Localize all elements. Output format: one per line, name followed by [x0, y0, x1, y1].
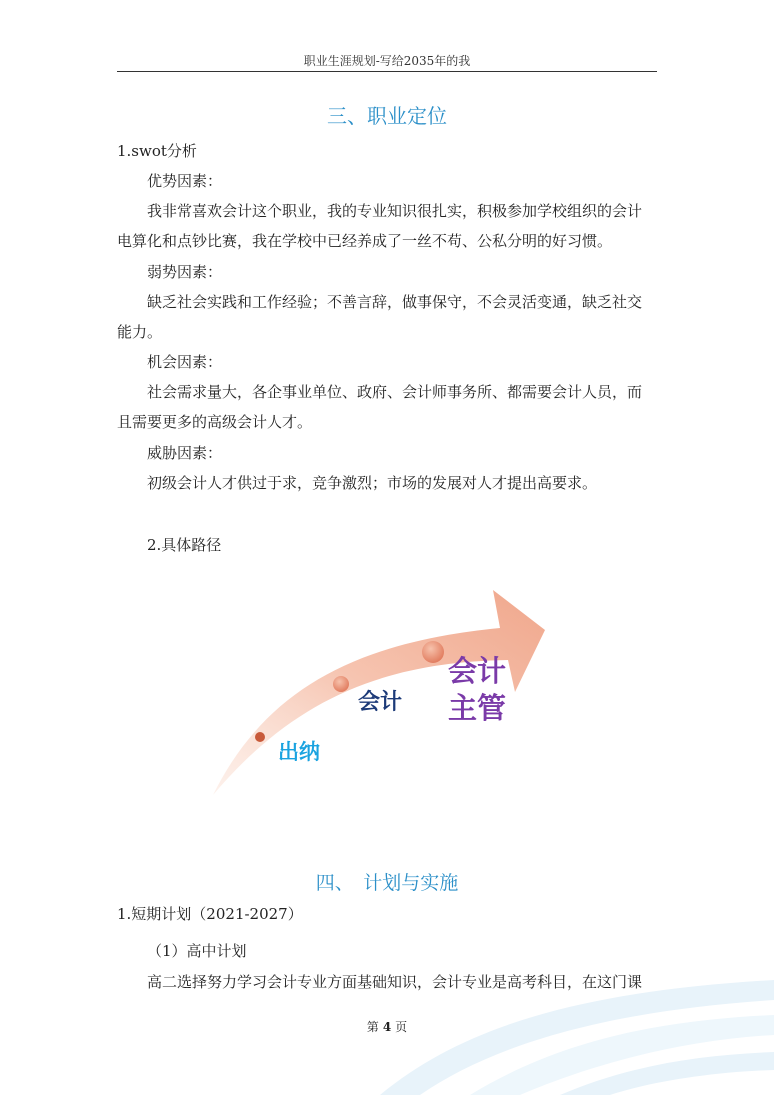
path-step-accounting-supervisor: [448, 653, 506, 727]
opportunities-label: 机会因素：: [147, 353, 223, 371]
threats-label: 威胁因素：: [147, 444, 223, 462]
path-step-accountant: 会计: [358, 690, 403, 715]
high-school-plan-label: （1）高中计划: [147, 942, 247, 960]
strengths-text-line1: 我非常喜欢会计这个职业，我的专业知识很扎实，积极参加学校组织的会计: [147, 202, 643, 220]
high-school-plan-text-line1: 高二选择努力学习会计专业方面基础知识，会计专业是高考科目，在这门课: [147, 973, 643, 991]
path-step-cashier: 出纳: [278, 740, 320, 764]
page-prefix: 第: [366, 1020, 379, 1034]
path-step-accounting-supervisor-line2: 主管: [448, 691, 507, 725]
path-label: 2.具体路径: [147, 536, 222, 554]
path-step-accounting-supervisor-line1: 会计: [448, 654, 507, 688]
path-dot-1: [255, 732, 265, 742]
opportunities-text-line1: 社会需求量大，各企事业单位、政府、会计师事务所、都需要会计人员，而: [147, 383, 643, 401]
path-dot-3: [422, 641, 444, 663]
page-footer: [0, 1018, 774, 1035]
section-title-career-positioning: 三、职业定位: [327, 104, 447, 128]
opportunities-text-line2: 且需要更多的高级会计人才。: [117, 413, 313, 431]
short-term-plan-label: 1.短期计划（2021-2027）: [117, 905, 303, 923]
page-header: 职业生涯规划-写给2035年的我: [303, 54, 471, 68]
weaknesses-text-line2: 能力。: [117, 323, 163, 341]
section-title-plan-implementation: 四、 计划与实施: [315, 872, 459, 894]
page-suffix: 页: [395, 1020, 408, 1034]
threats-text-line1: 初级会计人才供过于求，竞争激烈；市场的发展对人才提出高要求。: [147, 474, 598, 492]
strengths-label: 优势因素：: [147, 172, 223, 190]
weaknesses-label: 弱势因素：: [147, 263, 223, 281]
path-dot-2: [333, 676, 349, 692]
header-divider: [117, 71, 657, 72]
swot-label: 1.swot分析: [117, 142, 197, 160]
page-number: 4: [382, 1020, 392, 1034]
strengths-text-line2: 电算化和点钞比赛，我在学校中已经养成了一丝不苟、公私分明的好习惯。: [117, 232, 613, 250]
weaknesses-text-line1: 缺乏社会实践和工作经验；不善言辞，做事保守，不会灵活变通，缺乏社交: [147, 293, 643, 311]
